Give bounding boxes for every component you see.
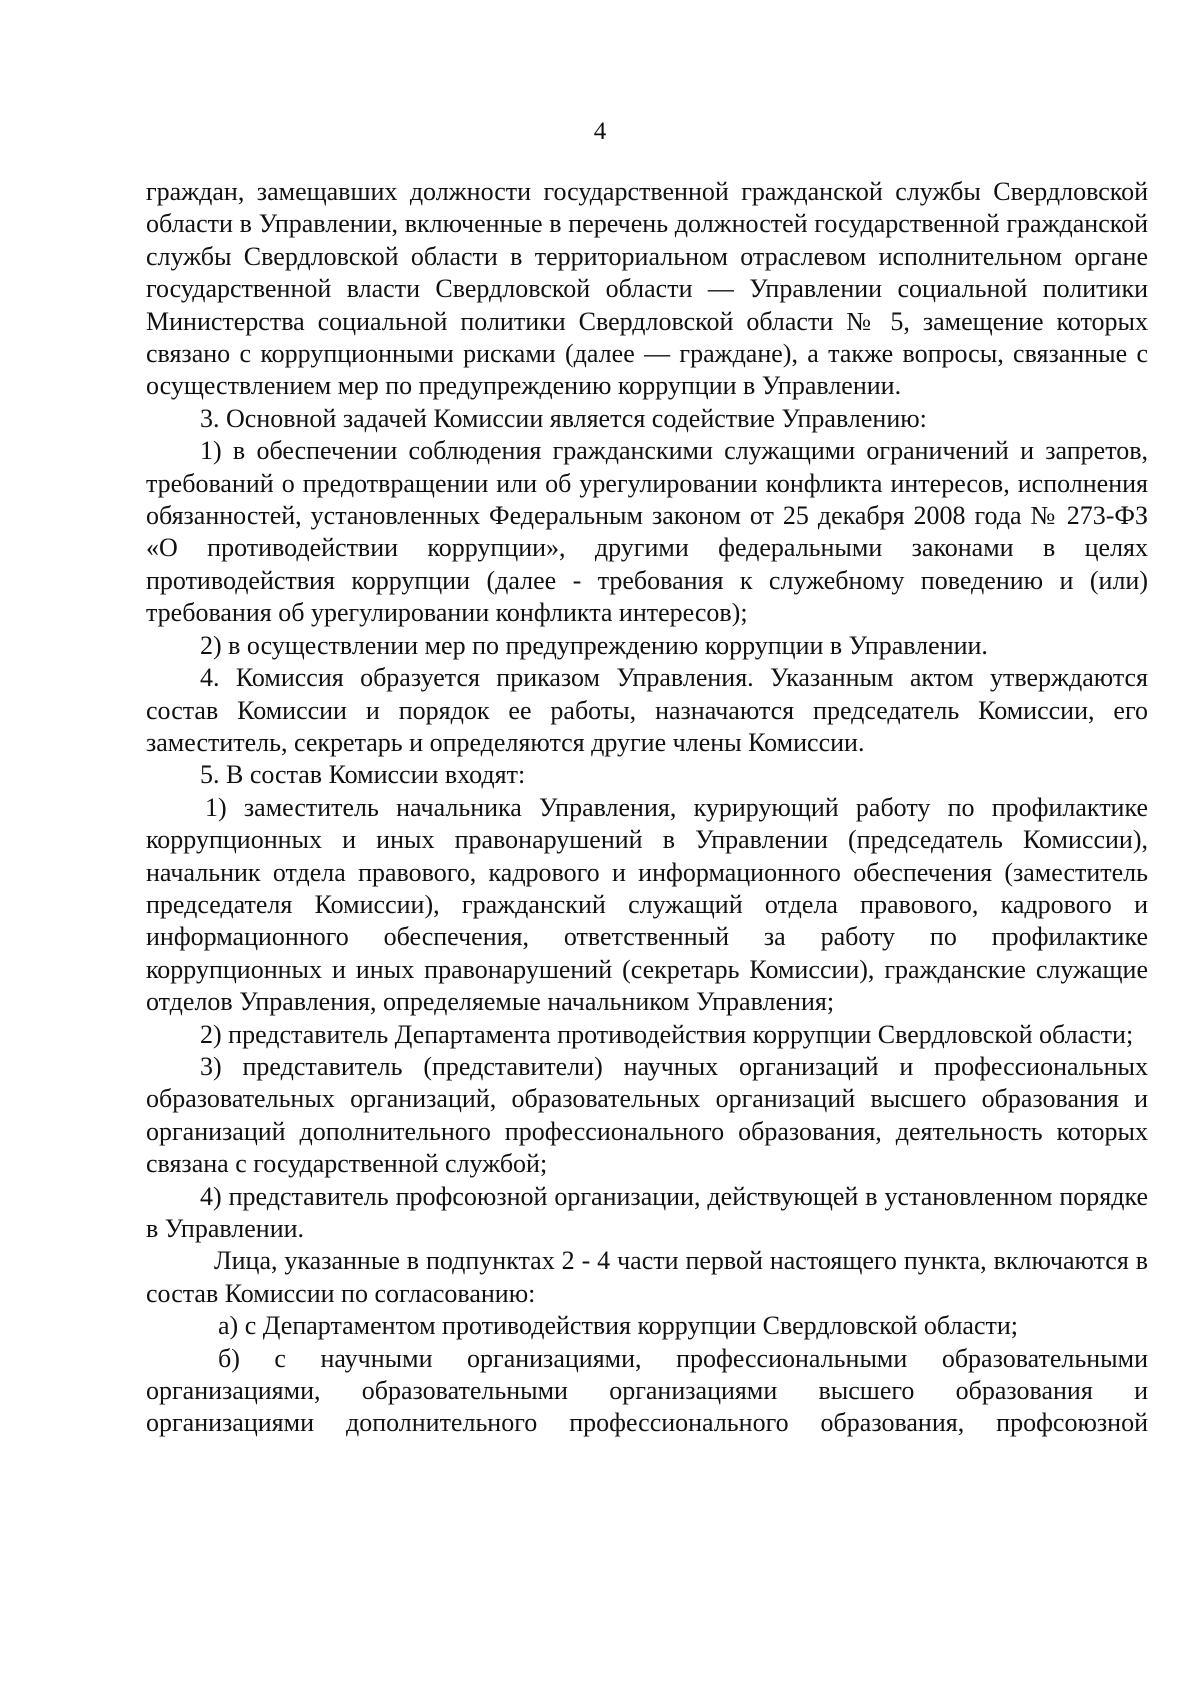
page-number: 4 (593, 118, 607, 145)
paragraph-item-5-2: 2) представитель Департамента противодействия коррупции Свердловской области; (200, 1019, 1134, 1049)
paragraph-item-4: 4. Комиссия образуется приказом Управления. Указанным актом утверждаются состав Комиссии и порядок ее работы, назначаются председатель Комиссии, его заместитель, секретарь и определяются другие члены Комиссии. (146, 663, 1148, 757)
paragraph-item-b: б) с научными организациями, профессиональными образовательными организациями, образовательными организациями высшего образования и организациями дополнительного профессионального образования, профсоюзной (146, 1343, 1148, 1438)
paragraph-persons: Лица, указанные в подпунктах 2 - 4 части первой настоящего пункта, включаются в состав Комиссии по согласованию: (146, 1246, 1148, 1308)
paragraph-item-3: 3. Основной задачей Комиссии является содействие Управлению: (200, 403, 927, 433)
paragraph-item-a: а) с Департаментом противодействия коррупции Свердловской области; (218, 1311, 1018, 1341)
paragraph-item-5-4: 4) представитель профсоюзной организации, действующей в установленном порядке в Управлении. (146, 1181, 1148, 1243)
paragraph-item-3-2: 2) в осуществлении мер по предупреждению коррупции в Управлении. (200, 630, 988, 660)
paragraph-item-5: 5. В состав Комиссии входят: (200, 760, 526, 790)
paragraph-continuation: граждан, замещавших должности государственной гражданской службы Свердловской области в Управлении, включенные в перечень должностей государственной гражданской службы Свердловской области в территориальном отраслевом исполнительном органе государственной власти Свердловской области — Управлении социальной политики Министерства социальной политики Свердловской области № 5, замещение которых связано с коррупционными рисками (далее — граждане), а также вопросы, связанные с осуществлением мер по предупреждению коррупции в Управлении. (146, 177, 1148, 401)
paragraph-item-5-3: 3) представитель (представители) научных организаций и профессиональных образовательных организаций, образовательных организаций высшего образования и организаций дополнительного профессионального образования, деятельность которых связана с государственной службой; (146, 1051, 1148, 1179)
document-body (146, 176, 1148, 1440)
paragraph-item-5-1: 1) заместитель начальника Управления, курирующий работу по профилактике коррупционных и иных правонарушений в Управлении (председатель Комиссии), начальник отдела правового, кадрового и информационного обеспечения (заместитель председателя Комиссии), гражданский служащий отдела правового, кадрового и информационного обеспечения, ответственный за работу по профилактике коррупционных и иных правонарушений (секретарь Комиссии), гражданские служащие отделов Управления, определяемые начальником Управления; (146, 792, 1148, 1017)
paragraph-item-3-1: 1) в обеспечении соблюдения гражданскими служащими ограничений и запретов, требований о предотвращении или об урегулировании конфликта интересов, исполнения обязанностей, установленных Федеральным законом от 25 декабря 2008 года № 273-ФЗ «О противодействии коррупции», другими федеральными законами в целях противодействия коррупции (далее - требования к служебному поведению и (или) требования об урегулировании конфликта интересов); (146, 436, 1148, 628)
